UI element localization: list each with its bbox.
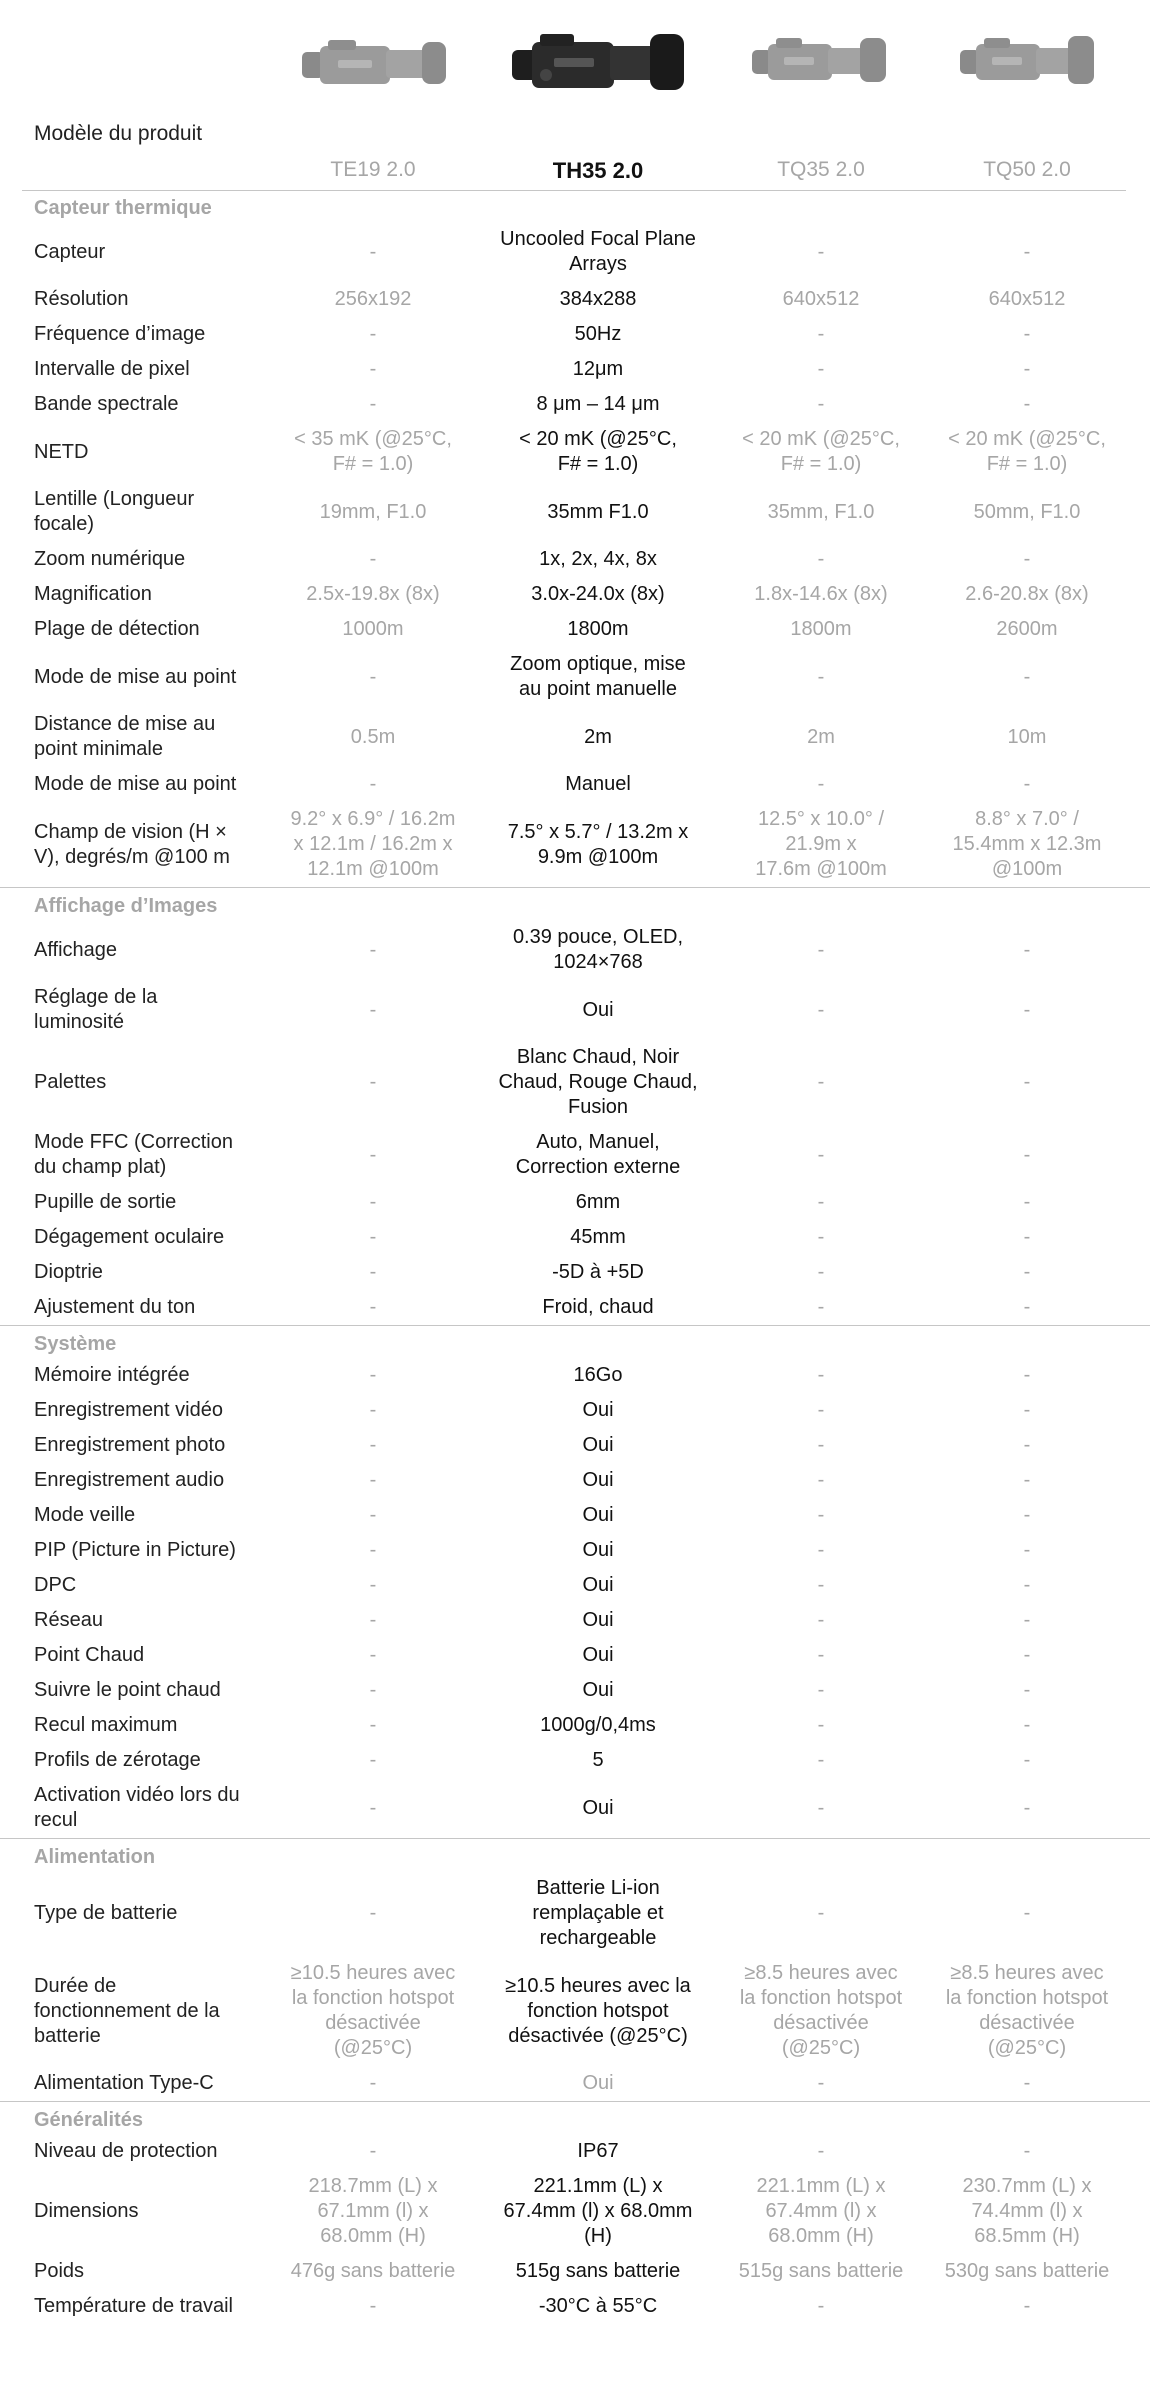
spec-value: < 20 mK (@25°C, F# = 1.0) [948, 428, 1106, 475]
spec-value: 2.5x-19.8x (8x) [306, 583, 440, 605]
spec-row [0, 317, 1150, 352]
spec-row [0, 2254, 1150, 2289]
spec-value: -30°C à 55°C [538, 2295, 658, 2317]
spec-label: Poids [34, 2260, 85, 2282]
spec-row [0, 647, 1150, 707]
model-name-tq50: TQ50 2.0 [983, 158, 1071, 181]
spec-value: - [1023, 2295, 1031, 2317]
spec-value: Oui [582, 1469, 614, 1491]
spec-row [0, 1568, 1150, 1603]
spec-value: 1000m [342, 618, 404, 640]
spec-row [0, 387, 1150, 422]
spec-value: - [817, 358, 825, 380]
spec-value: - [817, 1261, 825, 1283]
spec-label: Plage de détection [34, 618, 200, 640]
spec-value: 50mm, F1.0 [973, 500, 1081, 523]
spec-value: 384x288 [559, 288, 637, 310]
spec-value: - [1023, 1679, 1031, 1701]
spec-value: -5D à +5D [552, 1261, 644, 1283]
spec-value: - [369, 1226, 377, 1248]
spec-row [0, 352, 1150, 387]
spec-row [0, 2289, 1150, 2324]
spec-label: Pupille de sortie [34, 1191, 177, 1213]
spec-value: Froid, chaud [542, 1296, 654, 1318]
spec-value: - [817, 1469, 825, 1491]
spec-row [0, 1498, 1150, 1533]
spec-value: 19mm, F1.0 [319, 500, 427, 523]
spec-value: - [1023, 1434, 1031, 1456]
spec-value: - [369, 2072, 377, 2094]
spec-value: - [1023, 393, 1031, 415]
spec-value: 2.6-20.8x (8x) [965, 583, 1089, 605]
spec-value: - [1023, 1364, 1031, 1386]
spec-value: Oui [582, 1796, 614, 1819]
spec-value: Oui [582, 1644, 614, 1666]
spec-label: Niveau de protection [34, 2140, 218, 2162]
spec-label: Point Chaud [34, 1644, 145, 1666]
spec-label: Enregistrement vidéo [34, 1399, 223, 1421]
spec-value: 9.2° x 6.9° / 16.2m x 12.1m / 16.2m x 12.1m @100m [290, 808, 456, 880]
section-header [0, 887, 1150, 920]
section-title: Généralités [34, 2109, 143, 2131]
spec-value: - [817, 1143, 825, 1166]
spec-value: - [817, 1644, 825, 1666]
spec-value: Oui [582, 2072, 614, 2094]
spec-label: Dégagement oculaire [34, 1226, 225, 1248]
spec-row [0, 482, 1150, 542]
spec-value: - [1023, 1714, 1031, 1736]
spec-value: 221.1mm (L) x 67.4mm (l) x 68.0mm (H) [756, 2175, 886, 2247]
spec-value: - [369, 1364, 377, 1386]
spec-value: Batterie Li-ion remplaçable et rechargeable [532, 1877, 664, 1949]
spec-label: Champ de vision (H × V), degrés/m @100 m [34, 820, 230, 868]
spec-value: 0.39 pouce, OLED, 1024×768 [512, 926, 684, 973]
spec-value: 640x512 [782, 288, 860, 310]
spec-value: 1.8x-14.6x (8x) [754, 583, 888, 605]
spec-value: 1000g/0,4ms [540, 1714, 656, 1736]
spec-value: - [1023, 1226, 1031, 1248]
spec-value: 12μm [572, 358, 624, 380]
spec-value: - [817, 1434, 825, 1456]
spec-value: 230.7mm (L) x 74.4mm (l) x 68.5mm (H) [962, 2175, 1092, 2247]
spec-value: ≥8.5 heures avec la fonction hotspot désactivée (@25°C) [739, 1962, 903, 2059]
spec-value: - [817, 548, 825, 570]
spec-value: 12.5° x 10.0° / 21.9m x 17.6m @100m [755, 808, 887, 880]
spec-value: - [1023, 1574, 1031, 1596]
spec-value: - [369, 1191, 377, 1213]
spec-row [0, 1463, 1150, 1498]
spec-value: 2600m [996, 618, 1058, 640]
spec-value: - [1023, 2140, 1031, 2162]
spec-value: - [369, 1399, 377, 1421]
spec-label: Dioptrie [34, 1261, 103, 1283]
spec-value: - [817, 1071, 825, 1093]
spec-value: IP67 [577, 2140, 619, 2162]
spec-value: - [369, 1504, 377, 1526]
spec-value: - [369, 773, 377, 795]
spec-value: - [817, 1226, 825, 1248]
spec-value: - [1023, 1539, 1031, 1561]
spec-value: Oui [582, 1609, 614, 1631]
spec-value: - [1023, 1504, 1031, 1526]
spec-value: - [369, 998, 377, 1021]
spec-label: Réglage de la luminosité [34, 986, 158, 1033]
spec-value: - [817, 938, 825, 961]
spec-label: Palettes [34, 1071, 107, 1093]
spec-value: - [369, 1469, 377, 1491]
spec-label: Alimentation Type-C [34, 2072, 214, 2094]
spec-value: 256x192 [334, 288, 412, 310]
spec-label: Mode veille [34, 1504, 136, 1526]
spec-row [0, 1603, 1150, 1638]
spec-row [0, 422, 1150, 482]
spec-value: - [1023, 240, 1031, 263]
spec-value: Uncooled Focal Plane Arrays [500, 228, 696, 275]
spec-value: - [369, 1714, 377, 1736]
spec-row [0, 1778, 1150, 1838]
spec-value: - [369, 1902, 377, 1924]
spec-value: - [817, 1609, 825, 1631]
spec-row [0, 1673, 1150, 1708]
spec-value: - [817, 1749, 825, 1771]
spec-row [0, 612, 1150, 647]
spec-value: < 20 mK (@25°C, F# = 1.0) [519, 428, 677, 475]
spec-value: 640x512 [988, 288, 1066, 310]
spec-row [0, 1428, 1150, 1463]
spec-value: - [817, 1296, 825, 1318]
spec-value: - [1023, 1749, 1031, 1771]
spec-value: 45mm [570, 1226, 626, 1248]
spec-value: - [1023, 358, 1031, 380]
spec-value: - [1023, 1143, 1031, 1166]
spec-value: - [817, 1714, 825, 1736]
spec-value: - [817, 1191, 825, 1213]
spec-label: DPC [34, 1574, 77, 1596]
spec-value: - [369, 938, 377, 961]
spec-value: - [369, 1609, 377, 1631]
spec-row [0, 1393, 1150, 1428]
spec-label: Capteur [34, 240, 106, 263]
spec-row [0, 920, 1150, 980]
spec-value: - [369, 2140, 377, 2162]
spec-value: ≥10.5 heures avec la fonction hotspot désactivée (@25°C) [505, 1974, 691, 2047]
spec-row [0, 802, 1150, 887]
spec-value: Auto, Manuel, Correction externe [515, 1131, 681, 1178]
spec-value: - [817, 393, 825, 415]
spec-value: - [817, 2140, 825, 2162]
spec-value: - [1023, 1399, 1031, 1421]
spec-label: Magnification [34, 583, 152, 605]
spec-value: 3.0x-24.0x (8x) [531, 583, 665, 605]
spec-row [0, 1040, 1150, 1125]
spec-value: - [369, 393, 377, 415]
spec-value: - [817, 1902, 825, 1924]
spec-value: ≥10.5 heures avec la fonction hotspot désactivée (@25°C) [290, 1962, 456, 2059]
spec-value: - [817, 2295, 825, 2317]
spec-label: Zoom numérique [34, 548, 186, 570]
spec-value: - [1023, 548, 1031, 570]
section-header [0, 1838, 1150, 1871]
spec-value: - [1023, 1191, 1031, 1213]
spec-value: - [369, 323, 377, 345]
spec-row [0, 577, 1150, 612]
spec-row [0, 1533, 1150, 1568]
product-image-th35 [510, 20, 686, 110]
spec-label: Profils de zérotage [34, 1749, 201, 1771]
spec-label: Mode FFC (Correction du champ plat) [34, 1131, 233, 1178]
spec-label: Bande spectrale [34, 393, 179, 415]
spec-label: Mémoire intégrée [34, 1364, 190, 1386]
spec-row [0, 1220, 1150, 1255]
spec-value: - [1023, 1261, 1031, 1283]
spec-row [0, 1743, 1150, 1778]
spec-value: Oui [582, 1574, 614, 1596]
spec-row [0, 1255, 1150, 1290]
section-header [0, 1325, 1150, 1358]
spec-label: Température de travail [34, 2295, 233, 2317]
spec-row [0, 1638, 1150, 1673]
spec-label: Mode de mise au point [34, 773, 237, 795]
spec-value: - [817, 2072, 825, 2094]
spec-value: < 20 mK (@25°C, F# = 1.0) [742, 428, 900, 475]
spec-row [0, 2066, 1150, 2101]
spec-label: Réseau [34, 1609, 103, 1631]
spec-value: 1800m [567, 618, 629, 640]
spec-label: Affichage [34, 938, 118, 961]
spec-value: - [817, 240, 825, 263]
spec-row [0, 2169, 1150, 2254]
section-header [0, 2101, 1150, 2134]
spec-label: Résolution [34, 288, 129, 310]
spec-value: 0.5m [350, 725, 396, 748]
spec-row [0, 1956, 1150, 2066]
spec-label: Mode de mise au point [34, 665, 237, 688]
model-name-th35: TH35 2.0 [552, 158, 644, 183]
spec-value: - [369, 1574, 377, 1596]
spec-label: Enregistrement audio [34, 1469, 225, 1491]
spec-row [0, 980, 1150, 1040]
spec-value: 8.8° x 7.0° / 15.4mm x 12.3m @100m [952, 808, 1102, 880]
spec-value: - [369, 1296, 377, 1318]
spec-value: 6mm [575, 1191, 621, 1213]
spec-value: - [369, 1434, 377, 1456]
spec-value: - [1023, 1609, 1031, 1631]
spec-row [0, 542, 1150, 577]
section-header [0, 190, 1150, 222]
spec-value: - [817, 1504, 825, 1526]
spec-label: NETD [34, 440, 89, 463]
spec-value: - [369, 665, 377, 688]
spec-value: - [369, 548, 377, 570]
spec-label: Suivre le point chaud [34, 1679, 221, 1701]
product-header [0, 0, 1150, 190]
spec-value: - [369, 358, 377, 380]
spec-row [0, 1708, 1150, 1743]
spec-value: - [369, 1071, 377, 1093]
spec-row [0, 1185, 1150, 1220]
spec-row [0, 767, 1150, 802]
spec-value: - [817, 998, 825, 1021]
spec-value: 35mm, F1.0 [767, 500, 875, 523]
spec-value: - [369, 1261, 377, 1283]
spec-value: 530g sans batterie [944, 2260, 1110, 2282]
spec-value: Manuel [565, 773, 631, 795]
model-name-te19: TE19 2.0 [330, 158, 416, 181]
spec-value: - [1023, 1071, 1031, 1093]
spec-value: 50Hz [574, 323, 622, 345]
spec-value: - [817, 773, 825, 795]
spec-value: 476g sans batterie [290, 2260, 456, 2282]
spec-row [0, 1358, 1150, 1393]
spec-label: Intervalle de pixel [34, 358, 190, 380]
spec-value: - [817, 1796, 825, 1819]
spec-value: < 35 mK (@25°C, F# = 1.0) [294, 428, 452, 475]
spec-row [0, 1125, 1150, 1185]
section-title: Capteur thermique [34, 197, 212, 219]
product-image-te19 [298, 20, 448, 110]
spec-value: - [369, 1749, 377, 1771]
spec-value: - [1023, 938, 1031, 961]
spec-value: - [1023, 1644, 1031, 1666]
section-title: Affichage d’Images [34, 895, 218, 917]
spec-label: PIP (Picture in Picture) [34, 1539, 236, 1561]
spec-value: - [817, 665, 825, 688]
spec-value: - [1023, 1902, 1031, 1924]
spec-value: - [1023, 998, 1031, 1021]
spec-value: - [1023, 2072, 1031, 2094]
spec-row [0, 2134, 1150, 2169]
spec-value: - [1023, 665, 1031, 688]
spec-value: 218.7mm (L) x 67.1mm (l) x 68.0mm (H) [308, 2175, 438, 2247]
spec-value: 2m [807, 725, 835, 748]
spec-label: Fréquence d’image [34, 323, 206, 345]
spec-value: - [369, 1644, 377, 1666]
spec-value: - [817, 1539, 825, 1561]
spec-table [0, 190, 1150, 2324]
spec-value: - [369, 2295, 377, 2317]
spec-value: - [369, 1796, 377, 1819]
spec-row [0, 222, 1150, 282]
spec-value: Oui [582, 1679, 614, 1701]
spec-value: Oui [582, 1539, 614, 1561]
spec-value: ≥8.5 heures avec la fonction hotspot désactivée (@25°C) [945, 1962, 1109, 2059]
spec-value: - [369, 1539, 377, 1561]
spec-value: - [369, 1143, 377, 1166]
spec-row [0, 282, 1150, 317]
spec-label: Ajustement du ton [34, 1296, 196, 1318]
spec-label: Activation vidéo lors du recul [34, 1784, 240, 1831]
spec-value: - [1023, 773, 1031, 795]
spec-label: Lentille (Longueur focale) [34, 488, 195, 535]
spec-value: 10m [1007, 725, 1047, 748]
spec-value: - [817, 1399, 825, 1421]
spec-value: - [817, 323, 825, 345]
spec-value: 7.5° x 5.7° / 13.2m x 9.9m @100m [507, 820, 689, 868]
spec-label: Enregistrement photo [34, 1434, 226, 1456]
spec-label: Type de batterie [34, 1902, 178, 1924]
spec-value: Oui [582, 1399, 614, 1421]
spec-value: - [817, 1679, 825, 1701]
spec-value: 221.1mm (L) x 67.4mm (l) x 68.0mm (H) [503, 2175, 693, 2247]
model-name-tq35: TQ35 2.0 [777, 158, 865, 181]
spec-value: Blanc Chaud, Noir Chaud, Rouge Chaud, Fusion [498, 1046, 698, 1118]
spec-label: Recul maximum [34, 1714, 178, 1736]
spec-value: - [817, 1364, 825, 1386]
spec-value: - [1023, 323, 1031, 345]
spec-value: - [369, 1679, 377, 1701]
spec-label: Distance de mise au point minimale [34, 713, 216, 760]
spec-value: - [369, 240, 377, 263]
spec-value: 1800m [790, 618, 852, 640]
spec-label: Durée de fonctionnement de la batterie [34, 1974, 220, 2047]
spec-value: - [817, 1574, 825, 1596]
spec-value: 515g sans batterie [738, 2260, 904, 2282]
spec-value: 8 μm – 14 μm [536, 393, 660, 415]
spec-label: Dimensions [34, 2200, 139, 2222]
product-image-tq50 [956, 20, 1096, 110]
spec-value: Oui [582, 998, 614, 1021]
spec-value: 5 [592, 1749, 604, 1771]
spec-value: 2m [584, 725, 612, 748]
section-title: Système [34, 1333, 117, 1355]
spec-value: Oui [582, 1434, 614, 1456]
spec-row [0, 1871, 1150, 1956]
spec-value: - [1023, 1296, 1031, 1318]
spec-value: - [1023, 1469, 1031, 1491]
model-label: Modèle du produit [34, 122, 203, 145]
spec-value: 1x, 2x, 4x, 8x [539, 548, 657, 570]
product-image-tq35 [748, 20, 888, 110]
spec-value: - [1023, 1796, 1031, 1819]
spec-row [0, 707, 1150, 767]
spec-value: 16Go [573, 1364, 623, 1386]
spec-value: 515g sans batterie [515, 2260, 681, 2282]
spec-value: Zoom optique, mise au point manuelle [510, 653, 686, 700]
section-title: Alimentation [34, 1846, 156, 1868]
spec-value: 35mm F1.0 [547, 500, 649, 523]
spec-value: Oui [582, 1504, 614, 1526]
spec-row [0, 1290, 1150, 1325]
